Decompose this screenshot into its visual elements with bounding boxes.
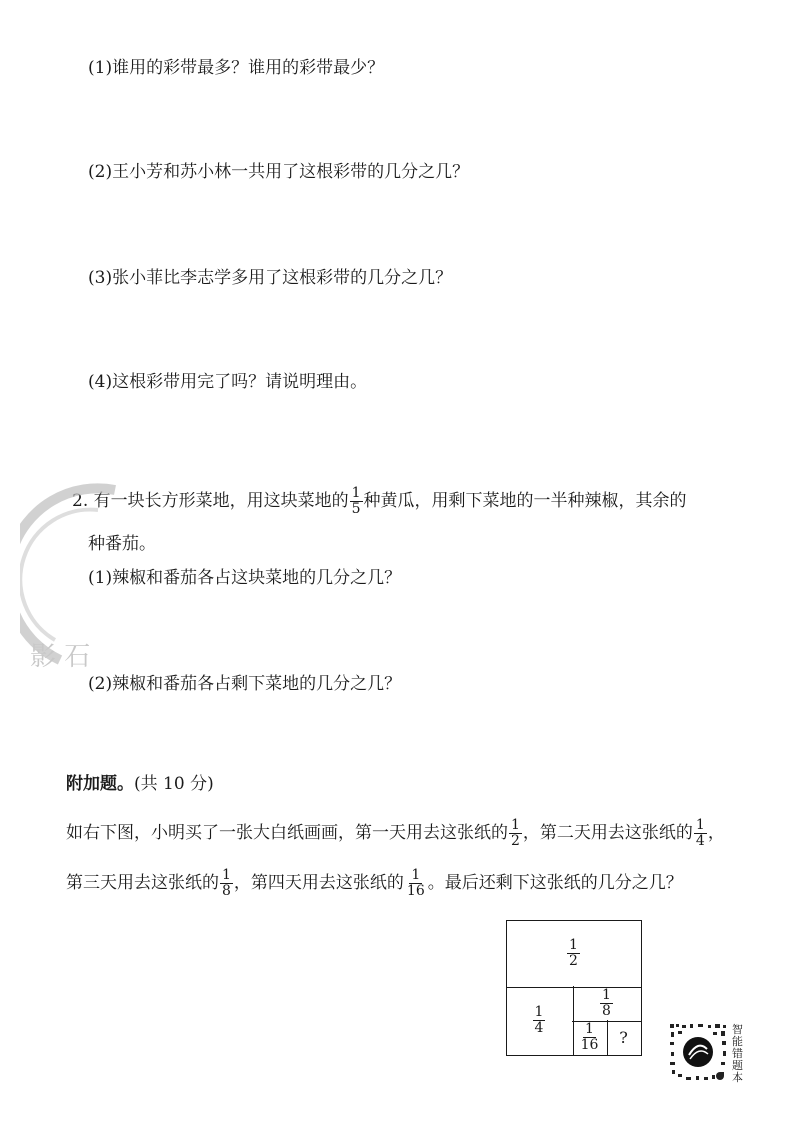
fraction-one-fifth: $\frac{1}{5}$ <box>351 485 361 517</box>
q2-text-b: 种黄瓜，用剩下菜地的一半种辣椒，其余的 <box>363 491 687 511</box>
q1-part-3: (3)张小菲比李志学多用了这根彩带的几分之几？ <box>88 268 453 288</box>
q2-text-a: 2. 有一块长方形菜地，用这块菜地的 <box>72 491 349 511</box>
bonus-line-1 <box>66 818 725 849</box>
q2-part-2: (2)辣椒和番茄各占剩下菜地的几分之几？ <box>88 674 402 694</box>
diagram-unknown: ? <box>619 1028 628 1047</box>
fraction-one-half: $\frac{1}{2}$ <box>511 817 520 849</box>
stamp-text: 影 石 <box>30 642 91 672</box>
bonus-text-2a: 第三天用去这张纸的 <box>66 873 219 893</box>
q2-line-2: 种番茄。 <box>88 534 156 554</box>
bonus-text-1c: ， <box>707 823 725 843</box>
bonus-points: (共 10 分) <box>134 774 214 794</box>
bonus-line-2 <box>66 868 683 899</box>
bonus-text-2c: 。最后还剩下这张纸的几分之几？ <box>427 873 683 893</box>
diagram-sixteenth: $\frac{1}{16}$ <box>572 1020 608 1055</box>
q2-part-1: (1)辣椒和番茄各占这块菜地的几分之几？ <box>88 568 402 588</box>
bonus-heading <box>66 772 214 796</box>
q1-part-1: (1)谁用的彩带最多？谁用的彩带最少？ <box>88 58 385 78</box>
paper-division-diagram <box>506 920 642 1056</box>
diagram-eighth: $\frac{1}{8}$ <box>572 986 641 1022</box>
q2-line-1 <box>72 486 687 517</box>
fraction-one-quarter: $\frac{1}{4}$ <box>695 817 705 849</box>
fraction-one-eighth: $\frac{1}{8}$ <box>222 867 231 899</box>
bonus-text-1b: ，第二天用去这张纸的 <box>522 823 693 843</box>
diagram-quarter: $\frac{1}{4}$ <box>506 986 574 1055</box>
bonus-title: 附加题。 <box>66 774 134 794</box>
q1-part-2: (2)王小芳和苏小林一共用了这根彩带的几分之几？ <box>88 162 470 182</box>
qr-code-icon[interactable] <box>668 1022 728 1082</box>
bonus-text-2b: ，第四天用去这张纸的 <box>233 873 404 893</box>
q1-part-4: (4)这根彩带用完了吗？请说明理由。 <box>88 372 368 392</box>
diagram-half: $\frac{1}{2}$ <box>506 920 642 988</box>
fraction-one-sixteenth: $\frac{1}{16}$ <box>406 867 425 899</box>
bonus-text-1a: 如右下图，小明买了一张大白纸画画，第一天用去这张纸的 <box>66 823 508 843</box>
qr-caption: 智能错题本 <box>732 1023 743 1084</box>
